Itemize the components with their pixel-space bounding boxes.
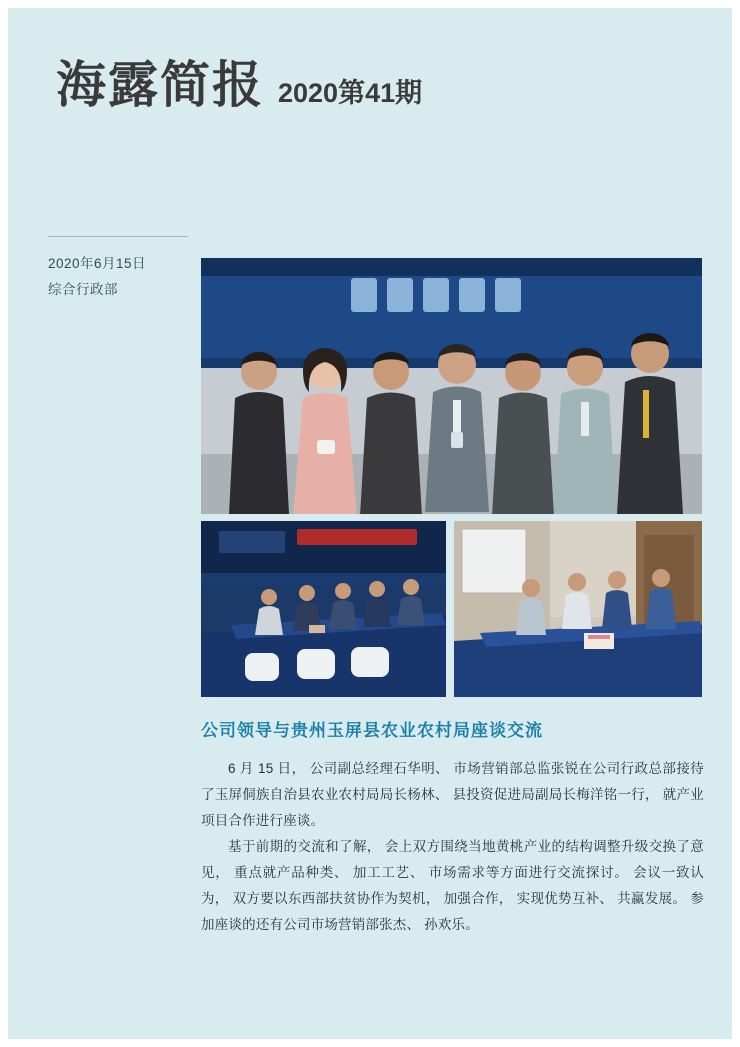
- department-label: 综合行政部: [48, 282, 118, 297]
- group-photo-officials: [201, 258, 702, 514]
- meeting-room-photo-left: [201, 521, 446, 697]
- article-paragraph-1: 6 月 15 日， 公司副总经理石华明、 市场营销部总监张锐在公司行政总部接待了玉屏侗族自治县农业农村局局长杨林、 县投资促进局副局长梅洋铭一行， 就产业项目合作进行座谈。: [201, 761, 704, 828]
- meeting-room-photo-right: [454, 521, 702, 697]
- publish-date: 2020年6月15日: [48, 256, 147, 271]
- article-heading: 公司领导与贵州玉屏县农业农村局座谈交流: [201, 721, 543, 740]
- page-sheet: [8, 8, 732, 1039]
- page-title: 海露简报: [56, 57, 264, 113]
- article-paragraph-2: 基于前期的交流和了解， 会上双方围绕当地黄桃产业的结构调整升级交换了意见， 重点就产品种类、 加工工艺、 市场需求等方面进行交流探讨。 会议一致认为， 双方要以东西部扶贫协作为契机， 加强合作， 实现优势互补、 共赢发展。 参加座谈的还有公司市场营销部张杰、 孙欢乐。: [201, 839, 704, 932]
- meta-column: [48, 236, 188, 303]
- issue-number: 2020第41期: [278, 78, 423, 108]
- masthead: [56, 57, 423, 113]
- article-body: [201, 756, 704, 938]
